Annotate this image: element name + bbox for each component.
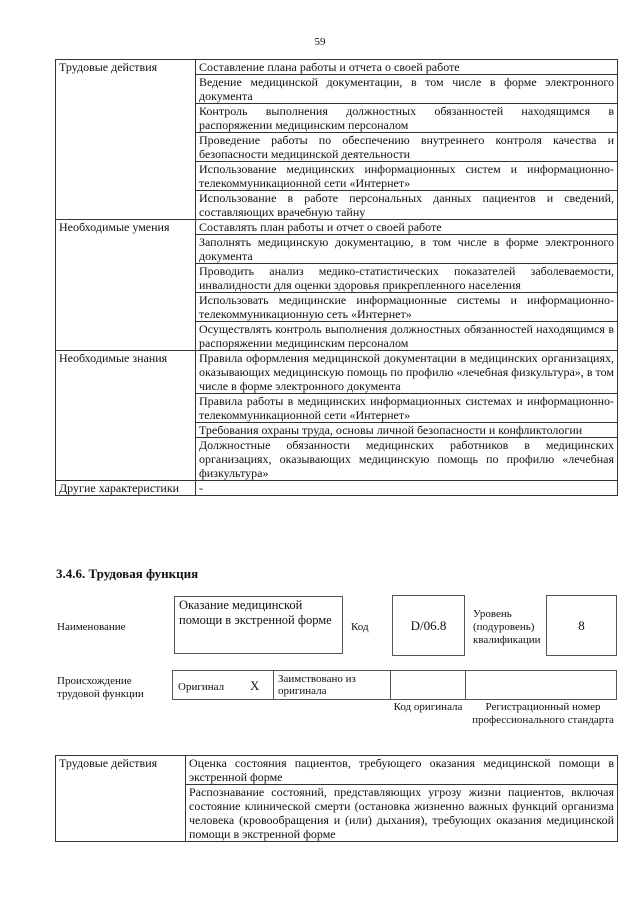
code-value-box: D/06.8 — [392, 595, 465, 656]
name-label: Наименование — [57, 621, 126, 633]
table-cell: Использование в работе персональных данных пациентов и сведений, составляющих врачебную тайну — [196, 191, 618, 220]
table-row — [56, 481, 618, 496]
reg-number-label: Регистрационный номер профессионального стандарта — [472, 701, 614, 726]
row-group-label: Необходимые умения — [56, 220, 196, 351]
table-row — [56, 351, 618, 394]
table-cell: Распознавание состояний, представляющих угрозу жизни пациентов, включая состояние клинической смерти (остановка жизненно важных функций организма человека (кровообращения и (или) дыхания), требующих оказания медицинской помощи в экстренной форме — [186, 785, 618, 842]
table-cell: Должностные обязанности медицинских работников в медицинских организациях, оказывающих медицинскую помощь по профилю «лечебная физкультура» — [196, 438, 618, 481]
level-label: Уровень (подуровень) квалификации — [473, 608, 541, 646]
table-cell: Осуществлять контроль выполнения должностных обязанностей находящимся в распоряжении медицинским персоналом — [196, 322, 618, 351]
code-label: Код — [351, 621, 369, 633]
row-group-label: Трудовые действия — [56, 60, 196, 220]
table-cell: Составлять план работы и отчет о своей работе — [196, 220, 618, 235]
table-row — [56, 220, 618, 235]
table-cell: Проведение работы по обеспечению внутреннего контроля качества и безопасности медицинской деятельности — [196, 133, 618, 162]
row-group-label: Другие характеристики — [56, 481, 196, 496]
table-row — [56, 60, 618, 75]
page-number: 59 — [314, 36, 326, 48]
level-value-box: 8 — [546, 595, 617, 656]
table-cell: Использовать медицинские информационные системы и информационно-телекоммуникационную сеть «Интернет» — [196, 293, 618, 322]
original-cell — [172, 670, 274, 700]
table-cell: Ведение медицинской документации, в том числе в форме электронного документа — [196, 75, 618, 104]
origin-label: Происхождение трудовой функции — [57, 675, 144, 700]
table-cell: Контроль выполнения должностных обязанностей находящимся в распоряжении медицинским персоналом — [196, 104, 618, 133]
origin-code-label: Код оригинала — [393, 701, 463, 713]
table-cell: Правила работы в медицинских информационных системах и информационно-телекоммуникационной сети «Интернет» — [196, 394, 618, 423]
labor-actions-table — [55, 755, 618, 842]
borrowed-cell: Заимствовано из оригинала — [273, 670, 391, 700]
table-cell: Заполнять медицинскую документацию, в том числе в форме электронного документа — [196, 235, 618, 264]
section-heading: 3.4.6. Трудовая функция — [56, 566, 199, 581]
labor-function-table-continued — [55, 59, 618, 496]
table-cell: Проводить анализ медико-статистических показателей заболеваемости, инвалидности для оценки здоровья прикрепленного населения — [196, 264, 618, 293]
table-row — [56, 756, 618, 785]
row-group-label: Необходимые знания — [56, 351, 196, 481]
reg-number-cell — [465, 670, 617, 700]
table-cell: Правила оформления медицинской документации в медицинских организациях, оказывающих медицинскую помощь по профилю «лечебная физкультура», в том числе в форме электронного документа — [196, 351, 618, 394]
row-group-label: Трудовые действия — [56, 756, 186, 842]
table-cell: Составление плана работы и отчета о своей работе — [196, 60, 618, 75]
table-cell: Требования охраны труда, основы личной безопасности и конфликтологии — [196, 423, 618, 438]
origin-code-cell — [390, 670, 466, 700]
original-label: Оригинал — [178, 681, 225, 693]
table-cell: - — [196, 481, 618, 496]
table-cell: Использование медицинских информационных систем и информационно-телекоммуникационной сети «Интернет» — [196, 162, 618, 191]
name-value-box: Оказание медицинской помощи в экстренной форме — [174, 596, 343, 654]
table-cell: Оценка состояния пациентов, требующего оказания медицинской помощи в экстренной форме — [186, 756, 618, 785]
original-mark: X — [250, 678, 260, 693]
